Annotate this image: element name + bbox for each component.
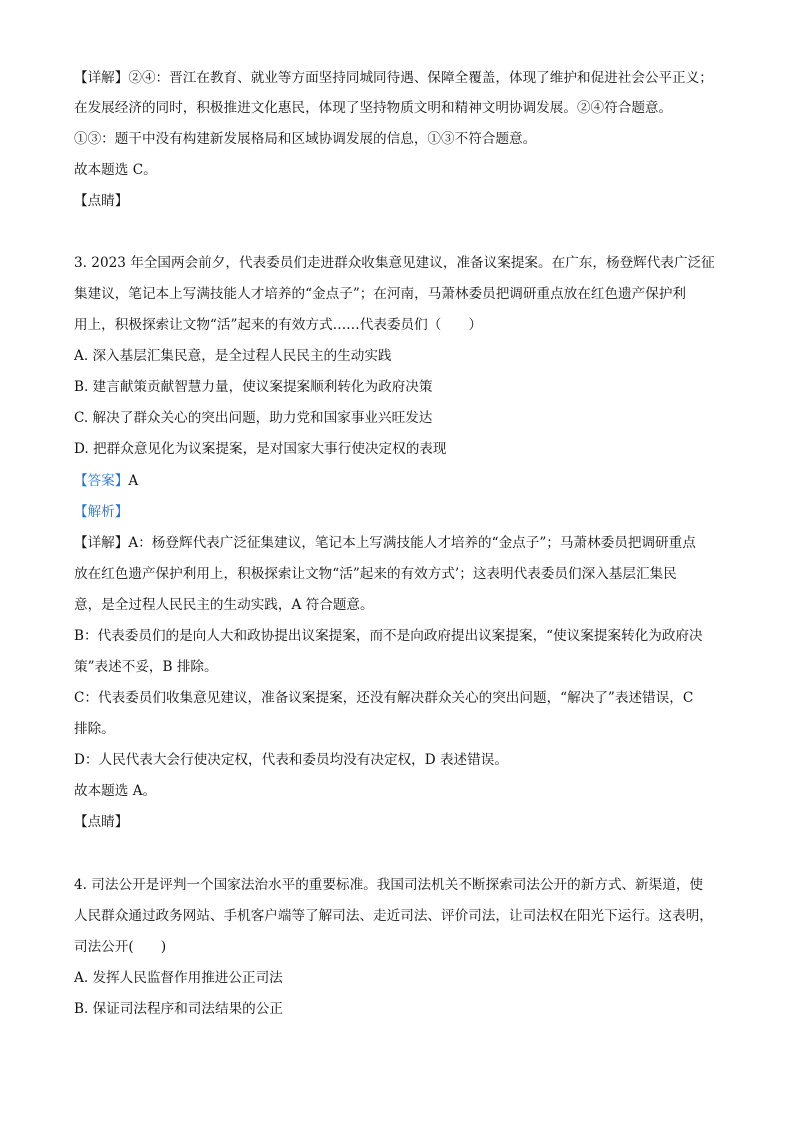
q3-analysis-line: 放在红色遗产保护利用上，积极探索让文物“活”起来的有效方式’；这表明代表委员们深入基层汇集民 — [74, 566, 677, 582]
q3-option-d: D. 把群众意见化为议案提案，是对国家大事行使决定权的表现 — [74, 441, 447, 457]
q4-option-a: A. 发挥人民监督作用推进公正司法 — [74, 970, 283, 986]
q2-conclusion: 故本题选 C。 — [74, 162, 157, 178]
q4-stem-line: 司法公开( ) — [74, 939, 167, 955]
q3-option-b: B. 建言献策贡献智慧力量，使议案提案顺利转化为政府决策 — [74, 379, 433, 395]
q3-analysis-line: 排除。 — [74, 721, 115, 737]
q3-answer — [74, 472, 724, 490]
q4-option-b: B. 保证司法程序和司法结果的公正 — [74, 1001, 283, 1017]
q3-analysis-line: B：代表委员们的是向人大和政协提出议案提案，而不是向政府提出议案提案，“使议案提案转化为政府决 — [74, 628, 703, 644]
q4-stem-line: 4. 司法公开是评判一个国家法治水平的重要标准。我国司法机关不断探索司法公开的新方式、新渠道，使 — [74, 877, 704, 893]
q4-stem-line: 人民群众通过政务网站、手机客户端等了解司法、走近司法、评价司法，让司法权在阳光下运行。这表明， — [74, 908, 713, 924]
analysis-tag: 【解析】 — [74, 504, 129, 520]
q3-stem-line: 集建议，笔记本上写满技能人才培养的“金点子”；在河南，马萧林委员把调研重点放在红色遗产保护利 — [74, 286, 687, 302]
q3-conclusion: 故本题选 A。 — [74, 783, 157, 799]
q3-analysis-line: 【详解】A：杨登辉代表广泛征集建议，笔记本上写满技能人才培养的“金点子”；马萧林委员把调研重点 — [74, 535, 696, 551]
q2-detail-line: 【详解】②④：晋江在教育、就业等方面坚持同城同待遇、保障全覆盖，体现了维护和促进社会公平正义； — [74, 70, 713, 86]
answer-tag: 【答案】 — [74, 473, 129, 489]
q3-analysis-line: D：人民代表大会行使决定权，代表和委员均没有决定权，D 表述错误。 — [74, 752, 508, 768]
q3-option-c: C. 解决了群众关心的突出问题，助力党和国家事业兴旺发达 — [74, 410, 433, 426]
q3-stem-line: 用上，积极探索让文物“活”起来的有效方式……代表委员们（ ） — [74, 317, 483, 333]
q3-analysis-line: 策”表述不妥，B 排除。 — [74, 659, 218, 675]
q2-detail-line: ①③：题干中没有构建新发展格局和区域协调发展的信息，①③不符合题意。 — [74, 131, 537, 147]
q2-comment-tag: 【点睛】 — [74, 193, 129, 209]
answer-value: A — [128, 473, 139, 489]
q3-comment-tag: 【点睛】 — [74, 814, 129, 830]
q3-stem-line: 3. 2023 年全国两会前夕，代表委员们走进群众收集意见建议，准备议案提案。在广东，杨登辉代表广泛征 — [74, 255, 715, 271]
q3-analysis-line: 意，是全过程人民民主的生动实践，A 符合题意。 — [74, 597, 374, 613]
q2-detail-line: 在发展经济的同时，积极推进文化惠民，体现了坚持物质文明和精神文明协调发展。②④符合题意。 — [74, 100, 673, 116]
q3-analysis-line: C：代表委员们收集意见建议，准备议案提案，还没有解决群众关心的突出问题，“解决了”表述错误，C — [74, 690, 694, 706]
q3-option-a: A. 深入基层汇集民意，是全过程人民民主的生动实践 — [74, 348, 392, 364]
